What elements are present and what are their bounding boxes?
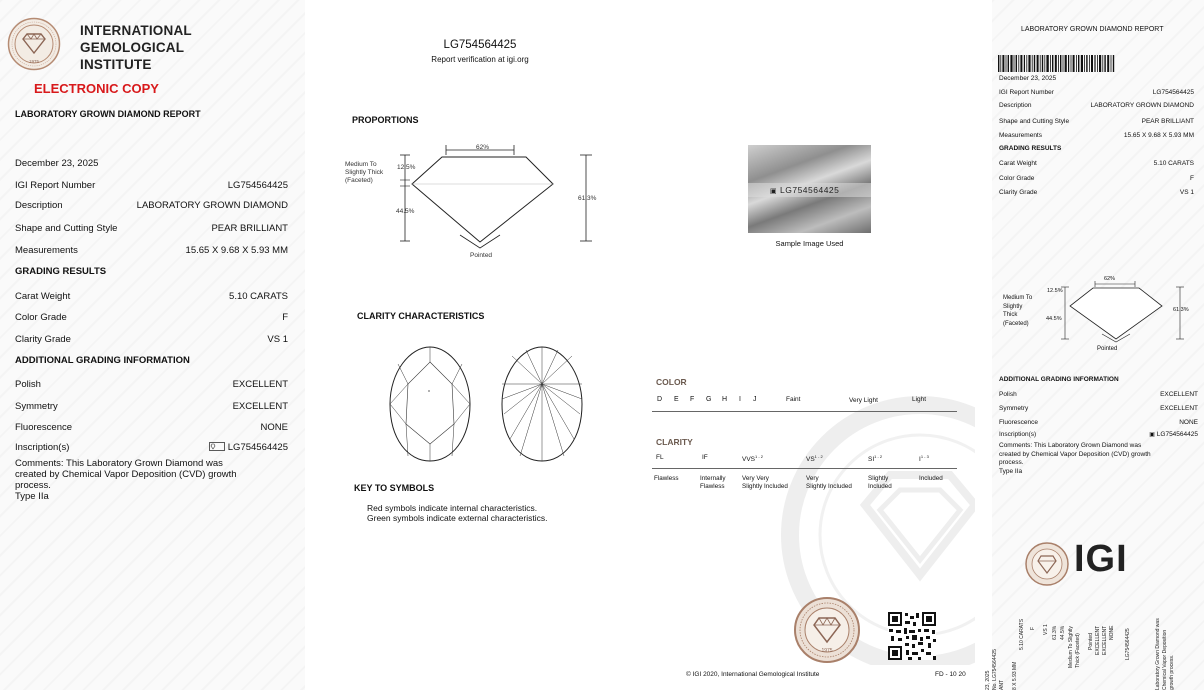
color-term: Faint (786, 396, 801, 403)
stub-pavilion-percent: 44.5% (1046, 316, 1062, 322)
pavilion-percent: 44.5% (396, 208, 415, 215)
brand-line-1: INTERNATIONAL (80, 23, 192, 38)
clarity-term: Very Slightly Included (806, 475, 852, 490)
color-grade: D (657, 396, 663, 403)
clarity-term: Included (919, 475, 943, 482)
clarity-grade: FL (656, 454, 664, 461)
bottom-seal-icon (793, 596, 861, 664)
girdle-label: Medium To Slightly Thick (Faceted) (345, 161, 384, 184)
clarity-grade: VVS$^{1 - 2}$ (742, 454, 764, 464)
copyright-text: © IGI 2020, International Gemological Institute (686, 671, 820, 678)
vertical-text: Laboratory Grown Diamond was (1155, 618, 1161, 690)
barcode-icon (998, 55, 1116, 72)
vertical-text: 23, 2025 (985, 670, 991, 690)
stub-comments: Comments: This Laboratory Grown Diamond was created by Chemical Vapor Deposition (CVD) growth process. Type IIa (999, 442, 1151, 475)
vertical-text: 8 X 5.93 MM (1012, 661, 1018, 690)
svg-text:1975: 1975 (821, 648, 833, 654)
additional-info-title: ADDITIONAL GRADING INFORMATION (15, 355, 190, 366)
color-term: Very Light (849, 397, 878, 404)
grading-results-title: GRADING RESULTS (15, 266, 107, 277)
color-grade: E (674, 396, 679, 403)
stub-title: LABORATORY GROWN DIAMOND REPORT (1021, 26, 1164, 33)
brand-line-2: GEMOLOGICAL (80, 40, 185, 55)
crown-percent: 12.5% (397, 164, 416, 171)
depth-percent: 61.3% (578, 195, 597, 202)
color-term: Light (912, 396, 927, 403)
color-grade: H (722, 396, 728, 403)
clarity-scale-title: CLARITY (656, 437, 693, 447)
clarity-grade: $I^{1 - 3}$ (919, 454, 929, 464)
clarity-scale-line (652, 468, 957, 469)
clarity-term: Slightly Included (868, 475, 892, 490)
color-scale-line (652, 411, 957, 412)
report-date: December 23, 2025 (15, 158, 99, 169)
key-to-symbols-title: KEY TO SYMBOLS (354, 483, 435, 493)
stub-depth-percent: 61.3% (1173, 307, 1189, 313)
vertical-text: NONE (1109, 625, 1115, 640)
report-number-heading: LG754564425 (443, 39, 517, 51)
vertical-text: EXCELLENT (1102, 625, 1108, 655)
stub-date: December 23, 2025 (999, 75, 1057, 82)
sample-caption: Sample Image Used (775, 239, 844, 248)
key-to-symbols-text: Red symbols indicate internal characteristics. Green symbols indicate external characteristics. (367, 503, 548, 523)
clarity-term: Very Very Slightly Included (742, 475, 788, 490)
igi-mini-logo-icon: ▣ (1149, 432, 1155, 438)
clarity-grade: IF (702, 454, 708, 461)
clarity-grade: VS$^{1 - 2}$ (806, 454, 823, 464)
stub-additional-title: ADDITIONAL GRADING INFORMATION (999, 376, 1119, 383)
vertical-text: LG754564425 (1125, 628, 1131, 660)
stub-crown-percent: 12.5% (1047, 288, 1063, 294)
culet-label: Pointed (470, 252, 493, 259)
vertical-text: 5.10 CARATS (1019, 618, 1025, 650)
sample-inscription: ▣ LG754564425 (770, 185, 840, 195)
color-grade: J (753, 396, 757, 403)
clarity-plot-pavilion (500, 344, 584, 464)
clarity-characteristics-title: CLARITY CHARACTERISTICS (357, 311, 485, 321)
vertical-text: No. LG754564425 (992, 649, 998, 690)
brand-name (80, 22, 192, 73)
color-grade: I (739, 396, 741, 403)
sample-image (748, 145, 871, 233)
igi-logo-seal-icon (1025, 542, 1069, 586)
stub-culet-label: Pointed (1097, 346, 1118, 352)
report-title: LABORATORY GROWN DIAMOND REPORT (15, 109, 201, 119)
igi-mini-logo-icon (209, 442, 225, 451)
igi-logo-text: IGI (1074, 538, 1128, 580)
vertical-text: Medium To Slightly (1068, 626, 1074, 668)
color-scale-title: COLOR (656, 377, 687, 387)
table-percent: 62% (476, 144, 490, 151)
proportions-title: PROPORTIONS (352, 115, 419, 125)
vertical-text: EXCELLENT (1095, 625, 1101, 655)
proportions-diagram (340, 140, 610, 265)
svg-text:1975: 1975 (28, 59, 40, 64)
form-code: FD - 10 20 (935, 671, 966, 678)
vertical-text: VS 1 (1043, 624, 1049, 635)
verification-text: Report verification at igi.org (431, 55, 529, 64)
vertical-text: F (1030, 626, 1036, 630)
clarity-term: Internally Flawless (700, 475, 726, 490)
clarity-plot-crown (388, 344, 472, 464)
igi-seal-icon (7, 17, 61, 71)
stub-table-percent: 62% (1104, 276, 1116, 282)
vertical-text: ANT (999, 680, 1005, 690)
electronic-copy-label: ELECTRONIC COPY (34, 81, 159, 96)
vertical-text: Thick (Faceted) (1075, 633, 1081, 668)
clarity-term: Flawless (654, 475, 679, 482)
comments: Comments: This Laboratory Grown Diamond was created by Chemical Vapor Deposition (CVD) growth process. Type IIa (15, 458, 237, 502)
qr-code-icon (888, 612, 936, 660)
igi-inscription-icon: ▣ (770, 188, 778, 195)
brand-line-3: INSTITUTE (80, 57, 152, 72)
color-grade: G (706, 396, 712, 403)
stub-girdle-label: Medium To Slightly Thick (Faceted) (1003, 295, 1033, 327)
stub-grading-title: GRADING RESULTS (999, 145, 1062, 152)
vertical-text: growth process. (1169, 654, 1175, 690)
watermark-left (0, 0, 305, 690)
vertical-text: 61.3% (1052, 625, 1058, 640)
color-grade: F (690, 396, 695, 403)
clarity-grade: SI$^{1 - 2}$ (868, 454, 883, 464)
vertical-text: Chemical Vapor Deposition (1162, 629, 1168, 690)
vertical-text: Pointed (1088, 633, 1094, 650)
vertical-text: 44.5% (1060, 625, 1066, 640)
